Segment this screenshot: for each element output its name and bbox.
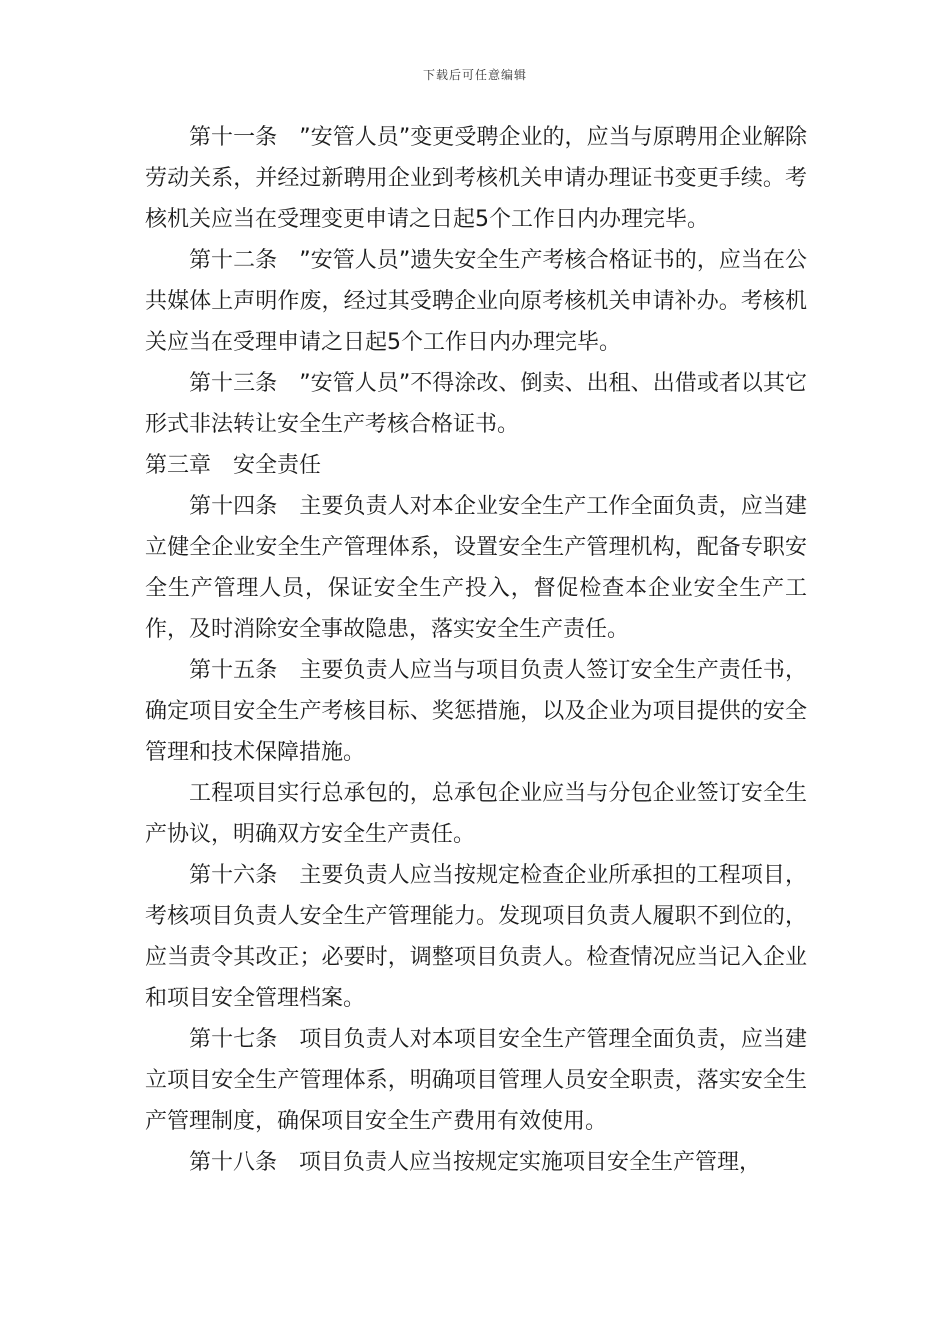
article-16: 第十六条 主要负责人应当按规定检查企业所承担的工程项目，考核项目负责人安全生产管理能力。发现项目负责人履职不到位的，应当责令其改正；必要时，调整项目负责人。检查情况应当记入企业和项目安全管理档案。 bbox=[145, 863, 807, 1011]
article-11: 第十一条 ”安管人员”变更受聘企业的，应当与原聘用企业解除劳动关系，并经过新聘用企业到考核机关申请办理证书变更手续。考核机关应当在受理变更申请之日起5个工作日内办理完毕。 bbox=[145, 125, 807, 232]
article-18: 第十八条 项目负责人应当按规定实施项目安全生产管理， bbox=[189, 1150, 762, 1175]
article-17: 第十七条 项目负责人对本项目安全生产管理全面负责，应当建立项目安全生产管理体系，明确项目管理人员安全职责，落实安全生产管理制度，确保项目安全生产费用有效使用。 bbox=[145, 1027, 807, 1134]
document-body bbox=[145, 117, 807, 1183]
header-note: 下载后可任意编辑 bbox=[422, 68, 527, 82]
article-12: 第十二条 ”安管人员”遗失安全生产考核合格证书的，应当在公共媒体上声明作废，经过其受聘企业向原考核机关申请补办。考核机关应当在受理申请之日起5个工作日内办理完毕。 bbox=[145, 248, 807, 355]
chapter-heading: 第三章 安全责任 bbox=[145, 453, 322, 478]
article-15-continued: 工程项目实行总承包的，总承包企业应当与分包企业签订安全生产协议，明确双方安全生产责任。 bbox=[145, 781, 807, 847]
article-15: 第十五条 主要负责人应当与项目负责人签订安全生产责任书，确定项目安全生产考核目标、奖惩措施，以及企业为项目提供的安全管理和技术保障措施。 bbox=[145, 658, 807, 765]
article-14: 第十四条 主要负责人对本企业安全生产工作全面负责，应当建立健全企业安全生产管理体系，设置安全生产管理机构，配备专职安全生产管理人员，保证安全生产投入，督促检查本企业安全生产工作，及时消除安全事故隐患，落实安全生产责任。 bbox=[145, 494, 807, 642]
article-13: 第十三条 ”安管人员”不得涂改、倒卖、出租、出借或者以其它形式非法转让安全生产考核合格证书。 bbox=[145, 371, 807, 437]
